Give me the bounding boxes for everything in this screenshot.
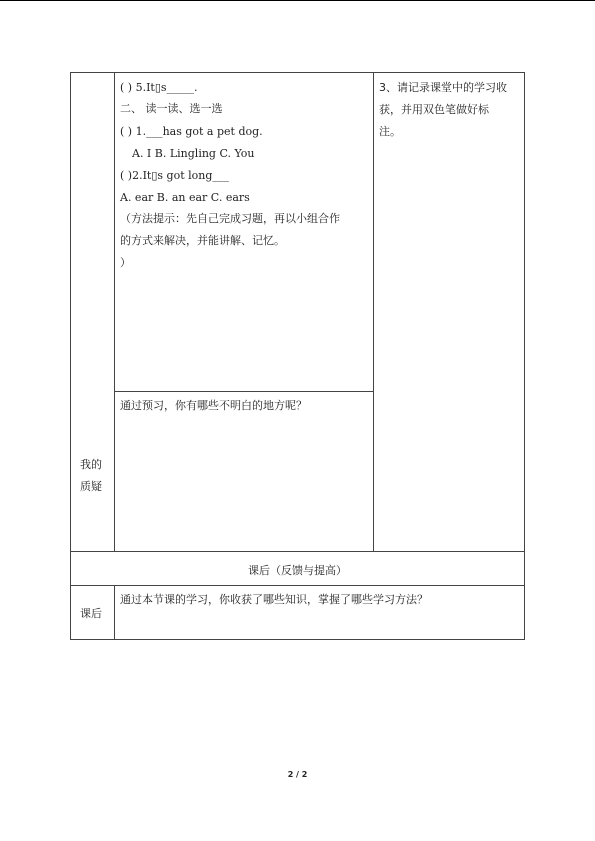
note-line-3: 注。 [379,125,401,138]
doubt-label-line-2: 质疑 [80,480,102,493]
page-number: 2 / 2 [287,770,308,779]
method-tip-line-2: 的方式来解决，并能讲解、记忆。 [120,234,285,247]
divider-exercise-doubt [114,391,374,392]
after-class-header: 课后（反馈与提高） [248,564,347,577]
doubt-label-line-1: 我的 [80,458,102,471]
table-border-bottom [70,639,525,640]
question-5: ( ) 5.It▯s_____. [120,81,198,94]
divider-after-row [70,585,525,586]
study-table [70,72,525,640]
note-line-1: 3、请记录课堂中的学习收 [379,81,507,94]
table-border-right [524,72,525,640]
after-label-divider [114,585,115,640]
question-1: ( ) 1.___has got a pet dog. [120,125,263,138]
doubt-prompt: 通过预习，你有哪些不明白的地方呢？ [120,399,307,412]
section-2-heading: 二、 读一读、选一选 [120,102,223,115]
note-column-divider [373,72,374,552]
table-border-top [70,72,525,73]
question-1-options: A. I B. Lingling C. You [132,147,255,160]
label-column-divider [114,72,115,552]
table-border-left [70,72,71,640]
note-line-2: 获，并用双色笔做好标 [379,103,489,116]
after-class-prompt: 通过本节课的学习，你收获了哪些知识，掌握了哪些学习方法？ [120,593,428,606]
question-2-options: A. ear B. an ear C. ears [120,191,250,204]
divider-after-header [70,551,525,552]
after-class-label: 课后 [80,607,102,620]
top-rule [0,0,595,1]
question-2: ( )2.It▯s got long___ [120,169,229,182]
method-tip-line-1: （方法提示：先自己完成习题，再以小组合作 [120,212,340,225]
method-tip-line-3: ） [120,256,131,269]
